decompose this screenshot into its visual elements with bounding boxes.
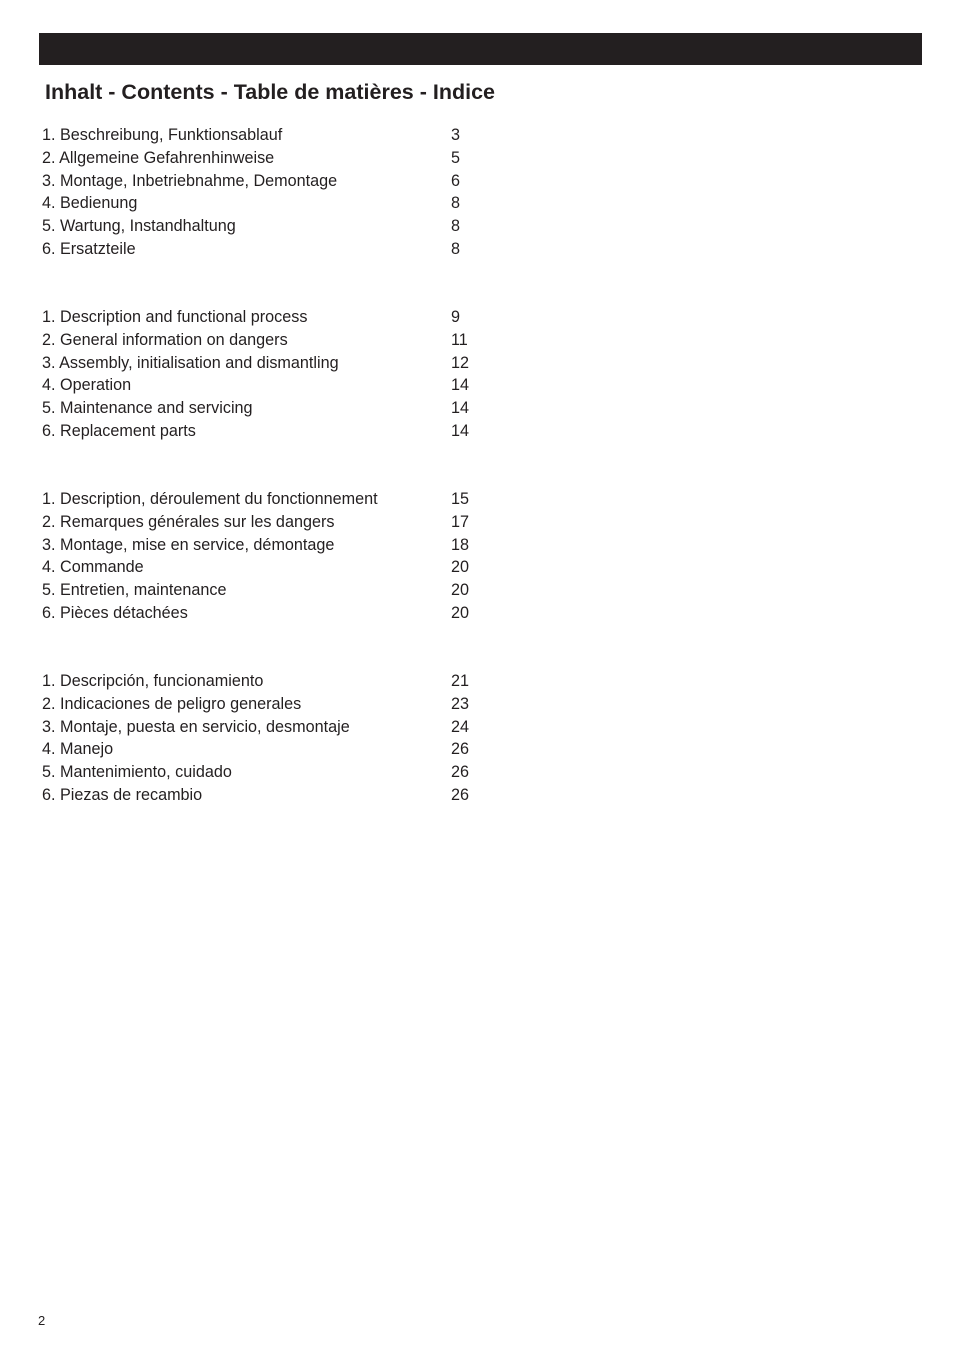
toc-entry[interactable]: [42, 329, 482, 352]
toc-entry[interactable]: [42, 693, 482, 716]
toc-entry-page: 23: [451, 694, 470, 713]
toc-entry-label: 1. Description, déroulement du fonctionnement: [42, 490, 378, 508]
toc-entry-label: 2. General information on dangers: [42, 330, 288, 349]
toc-entry[interactable]: [42, 738, 482, 761]
toc-entry[interactable]: [42, 579, 482, 602]
toc-entry-page: 8: [451, 194, 461, 213]
toc-entry[interactable]: [42, 761, 482, 784]
toc-entry-label: 4. Operation: [42, 376, 132, 395]
toc-entry-page: 12: [451, 353, 470, 372]
toc-entry[interactable]: [42, 488, 482, 511]
toc-entry[interactable]: [42, 238, 482, 261]
toc-entry[interactable]: [42, 352, 482, 375]
toc-entry-page: 5: [451, 148, 461, 167]
toc-entry-label: 3. Montage, Inbetriebnahme, Demontage: [42, 171, 338, 190]
toc-entry-label: 3. Montaje, puesta en servicio, desmontaje: [42, 717, 350, 736]
toc-entry[interactable]: [42, 670, 482, 693]
toc-entry-label: 2. Indicaciones de peligro generales: [42, 694, 302, 713]
toc-section-french: [42, 488, 482, 625]
toc-entry-page: 26: [451, 763, 470, 782]
toc-entry[interactable]: [42, 170, 482, 193]
toc-entry[interactable]: [42, 534, 482, 557]
toc-entry-label: 2. Remarques générales sur les dangers: [42, 512, 335, 531]
toc-entry[interactable]: [42, 374, 482, 397]
toc-entry-label: 5. Entretien, maintenance: [42, 581, 227, 600]
toc-entry[interactable]: [42, 306, 482, 329]
page-title: Inhalt - Contents - Table de matières - Indice: [45, 80, 495, 104]
toc-entry-label: 3. Montage, mise en service, démontage: [42, 535, 335, 554]
toc-entry-page: 3: [451, 126, 461, 144]
toc-entry-page: 24: [451, 717, 470, 736]
toc-entry[interactable]: [42, 420, 482, 443]
toc-entry-label: 6. Pièces détachées: [42, 603, 188, 622]
toc-entry-page: 9: [451, 308, 461, 326]
toc-entry[interactable]: [42, 124, 482, 147]
toc-entry[interactable]: [42, 215, 482, 238]
toc-section-spanish: [42, 670, 482, 807]
toc-entry-page: 8: [451, 217, 461, 236]
toc-entry-page: 26: [451, 740, 470, 759]
toc-entry[interactable]: [42, 192, 482, 215]
toc-entry-label: 1. Description and functional process: [42, 308, 308, 326]
toc-entry-label: 3. Assembly, initialisation and dismantling: [42, 353, 339, 372]
toc-entry-page: 14: [451, 376, 470, 395]
toc-entry-page: 18: [451, 535, 470, 554]
toc-section-english: [42, 306, 482, 443]
toc-entry-page: 6: [451, 171, 461, 190]
toc-entry[interactable]: [42, 716, 482, 739]
toc-entry-label: 5. Mantenimiento, cuidado: [42, 763, 232, 782]
toc-section-german: [42, 124, 482, 261]
toc-entry[interactable]: [42, 556, 482, 579]
toc-entry-page: 26: [451, 785, 470, 804]
toc-entry[interactable]: [42, 602, 482, 625]
toc-entry-page: 15: [451, 490, 470, 508]
toc-entry-page: 21: [451, 672, 470, 690]
toc-entry-label: 4. Commande: [42, 558, 144, 577]
toc-entry[interactable]: [42, 511, 482, 534]
toc-entry-page: 14: [451, 399, 470, 418]
toc-entry-label: 1. Descripción, funcionamiento: [42, 672, 264, 690]
toc-entry-label: 5. Maintenance and servicing: [42, 399, 253, 418]
toc-entry-page: 20: [451, 581, 470, 600]
header-bar: [39, 33, 922, 65]
toc-entry-page: 8: [451, 239, 461, 258]
toc-entry-label: 5. Wartung, Instandhaltung: [42, 217, 236, 236]
toc-entry-page: 20: [451, 603, 470, 622]
toc-entry-page: 11: [451, 330, 468, 349]
toc-entry[interactable]: [42, 147, 482, 170]
toc-entry-label: 4. Manejo: [42, 740, 114, 759]
toc-entry-label: 2. Allgemeine Gefahrenhinweise: [42, 148, 275, 167]
toc-entry-label: 4. Bedienung: [42, 194, 138, 213]
toc-entry[interactable]: [42, 397, 482, 420]
toc-entry-label: 6. Piezas de recambio: [42, 785, 203, 804]
toc-entry-page: 20: [451, 558, 470, 577]
toc-entry-label: 6. Ersatzteile: [42, 239, 136, 258]
page-number: 2: [38, 1313, 46, 1328]
toc-entry[interactable]: [42, 784, 482, 807]
toc-entry-label: 6. Replacement parts: [42, 421, 196, 440]
toc-entry-label: 1. Beschreibung, Funktionsablauf: [42, 126, 283, 144]
toc-entry-page: 14: [451, 421, 470, 440]
toc-entry-page: 17: [451, 512, 470, 531]
